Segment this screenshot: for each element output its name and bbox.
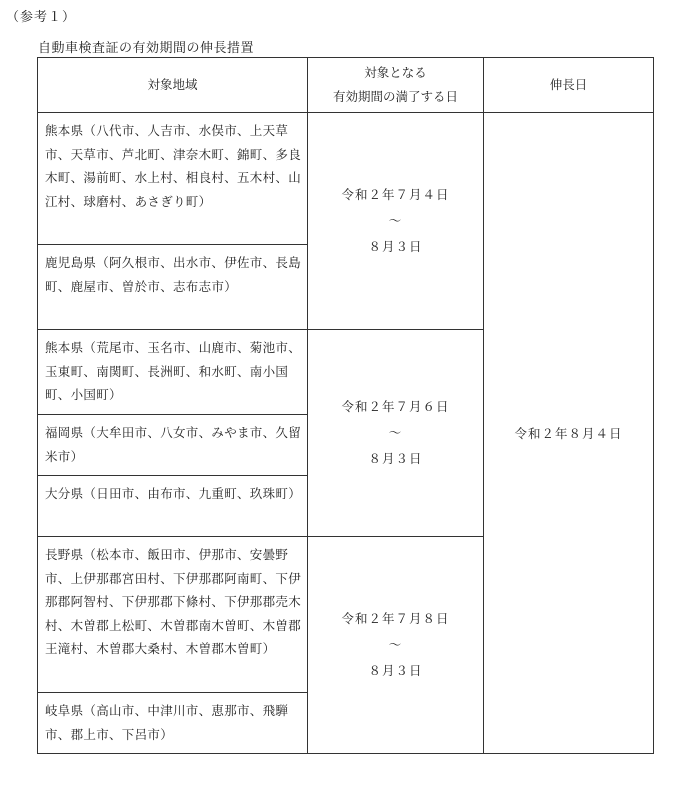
period-start: 令和２年７月８日 xyxy=(341,611,450,626)
table-header-row xyxy=(38,58,654,113)
region-cell: 鹿児島県（阿久根市、出水市、伊佐市、長島町、鹿屋市、曽於市、志布志市） xyxy=(38,245,308,330)
period-start: 令和２年７月６日 xyxy=(341,399,450,414)
table-row xyxy=(38,113,654,245)
period-cell xyxy=(308,113,484,330)
table-title: 自動車検査証の有効期間の伸長措置 xyxy=(38,41,255,56)
period-start: 令和２年７月４日 xyxy=(341,187,450,202)
region-cell: 岐阜県（高山市、中津川市、恵那市、飛騨市、郡上市、下呂市） xyxy=(38,693,308,754)
period-tilde: ～ xyxy=(388,637,403,652)
region-cell: 大分県（日田市、由布市、九重町、玖珠町） xyxy=(38,476,308,537)
period-end: ８月３日 xyxy=(368,451,423,466)
period-end: ８月３日 xyxy=(368,663,423,678)
period-cell xyxy=(308,330,484,537)
region-cell: 熊本県（荒尾市、玉名市、山鹿市、菊池市、玉東町、南関町、長洲町、和水町、南小国町、小国町） xyxy=(38,330,308,415)
reference-label: （参考１） xyxy=(6,10,77,25)
header-extension: 伸長日 xyxy=(484,58,654,113)
region-cell: 長野県（松本市、飯田市、伊那市、安曇野市、上伊那郡宮田村、下伊那郡阿南町、下伊那郡阿智村、下伊那郡下條村、下伊那郡売木村、木曽郡上松町、木曽郡南木曽町、木曽郡王滝村、木曽郡大桑村、木曽郡木曽町） xyxy=(38,537,308,693)
region-cell: 福岡県（大牟田市、八女市、みやま市、久留米市） xyxy=(38,415,308,476)
region-cell: 熊本県（八代市、人吉市、水俣市、上天草市、天草市、芦北町、津奈木町、錦町、多良木町、湯前町、水上村、相良村、五木村、山江村、球磨村、あさぎり町） xyxy=(38,113,308,245)
period-cell xyxy=(308,537,484,754)
header-period-line2: 有効期間の満了する日 xyxy=(332,89,458,104)
period-end: ８月３日 xyxy=(368,239,423,254)
header-region: 対象地域 xyxy=(38,58,308,113)
header-period-line1: 対象となる xyxy=(364,65,427,80)
period-tilde: ～ xyxy=(388,213,403,228)
extension-date-cell: 令和２年８月４日 xyxy=(484,113,654,754)
extension-table xyxy=(37,57,654,754)
header-period xyxy=(308,58,484,113)
period-tilde: ～ xyxy=(388,425,403,440)
